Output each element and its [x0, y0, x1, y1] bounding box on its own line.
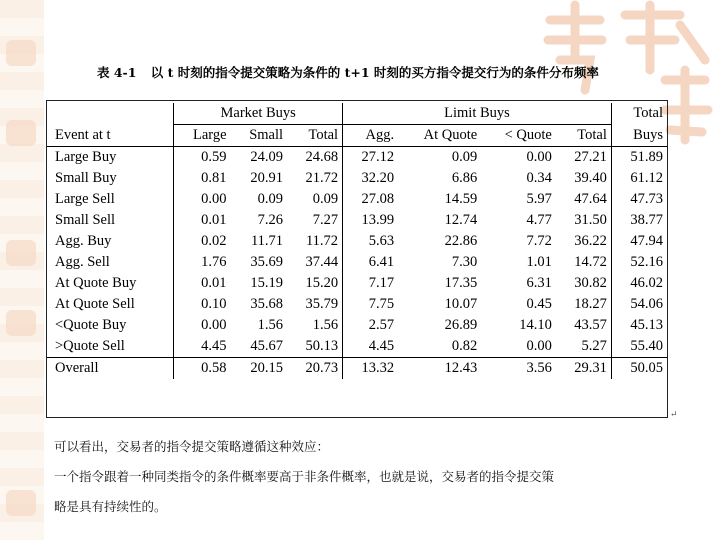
column-header-total-buys: Buys	[611, 125, 667, 147]
table-cell: 50.13	[305, 338, 339, 354]
table-cell: 43.57	[574, 317, 607, 333]
table-cell: 1.01	[526, 254, 552, 270]
table-cell: 0.01	[174, 273, 231, 294]
row-event-label: Large Buy	[55, 149, 117, 165]
table-cell: 4.77	[526, 212, 552, 228]
table-cell: 4.45	[174, 336, 231, 358]
table-cell: 1.56	[312, 317, 339, 333]
row-event-label: >Quote Sell	[55, 338, 125, 354]
table-cell: 2.57	[343, 315, 399, 336]
table-cell: 10.07	[444, 296, 478, 312]
table-cell: 14.10	[519, 317, 552, 333]
table-cell: 0.00	[526, 338, 552, 354]
table-cell: 14.59	[444, 191, 478, 207]
table-number: 表 4-1	[97, 65, 137, 80]
table-cell: 3.56	[481, 358, 556, 380]
table-cell: 36.22	[574, 233, 607, 249]
conditional-frequency-table	[47, 103, 667, 379]
header-blank	[47, 103, 174, 125]
table-cell: 6.31	[526, 275, 552, 291]
table-cell: 46.02	[611, 273, 667, 294]
column-header-agg: Agg.	[343, 125, 399, 147]
table-cell: 5.63	[343, 231, 399, 252]
table-cell: 24.09	[250, 149, 284, 165]
column-header-large: Large	[174, 125, 231, 147]
table-cell: 38.77	[611, 210, 667, 231]
table-cell: 52.16	[611, 252, 667, 273]
group-header-row	[47, 103, 667, 125]
table-cell: 0.82	[451, 338, 478, 354]
table-cell: 51.89	[611, 147, 667, 169]
table-row-overall	[47, 358, 667, 380]
table-cell: 1.56	[257, 317, 284, 333]
row-event-label: Large Sell	[55, 191, 115, 207]
table-row	[47, 168, 667, 189]
table-cell: 45.13	[611, 315, 667, 336]
table-cell: 7.75	[343, 294, 399, 315]
decor-blot	[6, 120, 36, 146]
table-cell: 5.27	[581, 338, 607, 354]
decor-blot	[6, 310, 36, 336]
table-cell: 0.59	[174, 147, 231, 169]
table-cell: 26.89	[444, 317, 478, 333]
table-cell: 47.73	[611, 189, 667, 210]
table-cell: 35.69	[250, 254, 284, 270]
table-cell: 7.17	[343, 273, 399, 294]
table-cell: 20.73	[287, 358, 343, 380]
table-cell: 5.97	[526, 191, 552, 207]
table-cell: 7.72	[526, 233, 552, 249]
table-cell: 50.05	[611, 358, 667, 380]
table-body	[47, 147, 667, 380]
row-event-label: Overall	[47, 358, 174, 380]
table-cell: 0.10	[174, 294, 231, 315]
table-cell: 0.45	[526, 296, 552, 312]
row-event-label: At Quote Sell	[55, 296, 135, 312]
table-cell: 0.81	[174, 168, 231, 189]
table-row	[47, 294, 667, 315]
paragraph-line: 可以看出，交易者的指令提交策略遵循这种效应：	[54, 439, 330, 454]
decorative-left-border	[0, 0, 44, 540]
paragraph-mark-icon: ↵	[670, 410, 678, 420]
table-row	[47, 231, 667, 252]
table-cell: 4.45	[343, 336, 399, 358]
table-cell: 39.40	[574, 170, 607, 186]
table-cell: 0.00	[174, 315, 231, 336]
table-cell: 0.09	[312, 191, 339, 207]
table-cell: 6.86	[451, 170, 478, 186]
group-header-total: Total	[611, 103, 667, 125]
table-cell: 35.68	[250, 296, 284, 312]
table-cell: 54.06	[611, 294, 667, 315]
table-cell: 35.79	[305, 296, 339, 312]
table-cell: 47.64	[574, 191, 607, 207]
table-cell: 27.08	[343, 189, 399, 210]
paragraph-line: 一个指令跟着一种同类指令的条件概率要高于非条件概率，也就是说，交易者的指令提交策	[54, 469, 555, 484]
table-cell: 17.35	[444, 275, 478, 291]
table-cell: 0.00	[526, 149, 552, 165]
column-header-row	[47, 125, 667, 147]
table-row	[47, 147, 667, 169]
table-cell: 27.21	[574, 149, 607, 165]
table-cell: 15.20	[305, 275, 339, 291]
table-cell: 6.41	[343, 252, 399, 273]
table-cell: 61.12	[611, 168, 667, 189]
table-cell: 0.09	[451, 149, 478, 165]
column-header-below-quote: < Quote	[481, 125, 556, 147]
table-cell: 20.91	[250, 170, 284, 186]
table-cell: 18.27	[574, 296, 607, 312]
table-cell: 13.99	[343, 210, 399, 231]
table-cell: 0.02	[174, 231, 231, 252]
table-cell: 0.09	[257, 191, 284, 207]
table-row	[47, 210, 667, 231]
table-cell: 15.19	[250, 275, 284, 291]
table-cell: 7.27	[312, 212, 339, 228]
table-cell: 11.72	[305, 233, 339, 249]
table-cell: 22.86	[444, 233, 478, 249]
row-event-label: <Quote Buy	[55, 317, 127, 333]
decor-blot	[6, 40, 36, 66]
table-cell: 7.26	[257, 212, 284, 228]
table-cell: 12.43	[398, 358, 481, 380]
table-row	[47, 273, 667, 294]
table-cell: 31.50	[574, 212, 607, 228]
table-cell: 0.01	[174, 210, 231, 231]
group-header-market-buys: Market Buys	[174, 103, 343, 125]
decor-blot	[6, 240, 36, 266]
column-header-market-total: Total	[287, 125, 343, 147]
table-cell: 14.72	[574, 254, 607, 270]
table-cell: 0.58	[174, 358, 231, 380]
column-header-small: Small	[231, 125, 288, 147]
table-cell: 20.15	[231, 358, 288, 380]
table-row	[47, 336, 667, 358]
group-header-limit-buys: Limit Buys	[343, 103, 612, 125]
table-title: 以 t 时刻的指令提交策略为条件的 t+1 时刻的买方指令提交行为的条件分布频率	[150, 65, 599, 80]
table-caption	[97, 63, 657, 81]
table-row	[47, 189, 667, 210]
table-cell: 45.67	[250, 338, 284, 354]
row-event-label: At Quote Buy	[55, 275, 137, 291]
table-cell: 0.00	[174, 189, 231, 210]
table-cell: 30.82	[574, 275, 607, 291]
column-header-at-quote: At Quote	[398, 125, 481, 147]
row-event-label: Agg. Buy	[55, 233, 112, 249]
table-cell: 37.44	[305, 254, 339, 270]
table-cell: 55.40	[611, 336, 667, 358]
table-cell: 13.32	[343, 358, 399, 380]
column-header-event: Event at t	[47, 125, 174, 147]
table-cell: 12.74	[444, 212, 478, 228]
table-cell: 24.68	[305, 149, 339, 165]
table-row	[47, 315, 667, 336]
decor-blot	[6, 490, 36, 516]
table-cell: 27.12	[343, 147, 399, 169]
table-cell: 29.31	[556, 358, 612, 380]
table-cell: 21.72	[305, 170, 339, 186]
row-event-label: Agg. Sell	[55, 254, 110, 270]
table-cell: 1.76	[174, 252, 231, 273]
table-cell: 47.94	[611, 231, 667, 252]
table-row	[47, 252, 667, 273]
row-event-label: Small Sell	[55, 212, 116, 228]
paragraph-line: 略是具有持续性的。	[54, 499, 167, 514]
row-event-label: Small Buy	[55, 170, 117, 186]
column-header-limit-total: Total	[556, 125, 612, 147]
table-cell: 32.20	[343, 168, 399, 189]
table-cell: 7.30	[451, 254, 478, 270]
table-cell: 11.71	[250, 233, 284, 249]
table-cell: 0.34	[526, 170, 552, 186]
